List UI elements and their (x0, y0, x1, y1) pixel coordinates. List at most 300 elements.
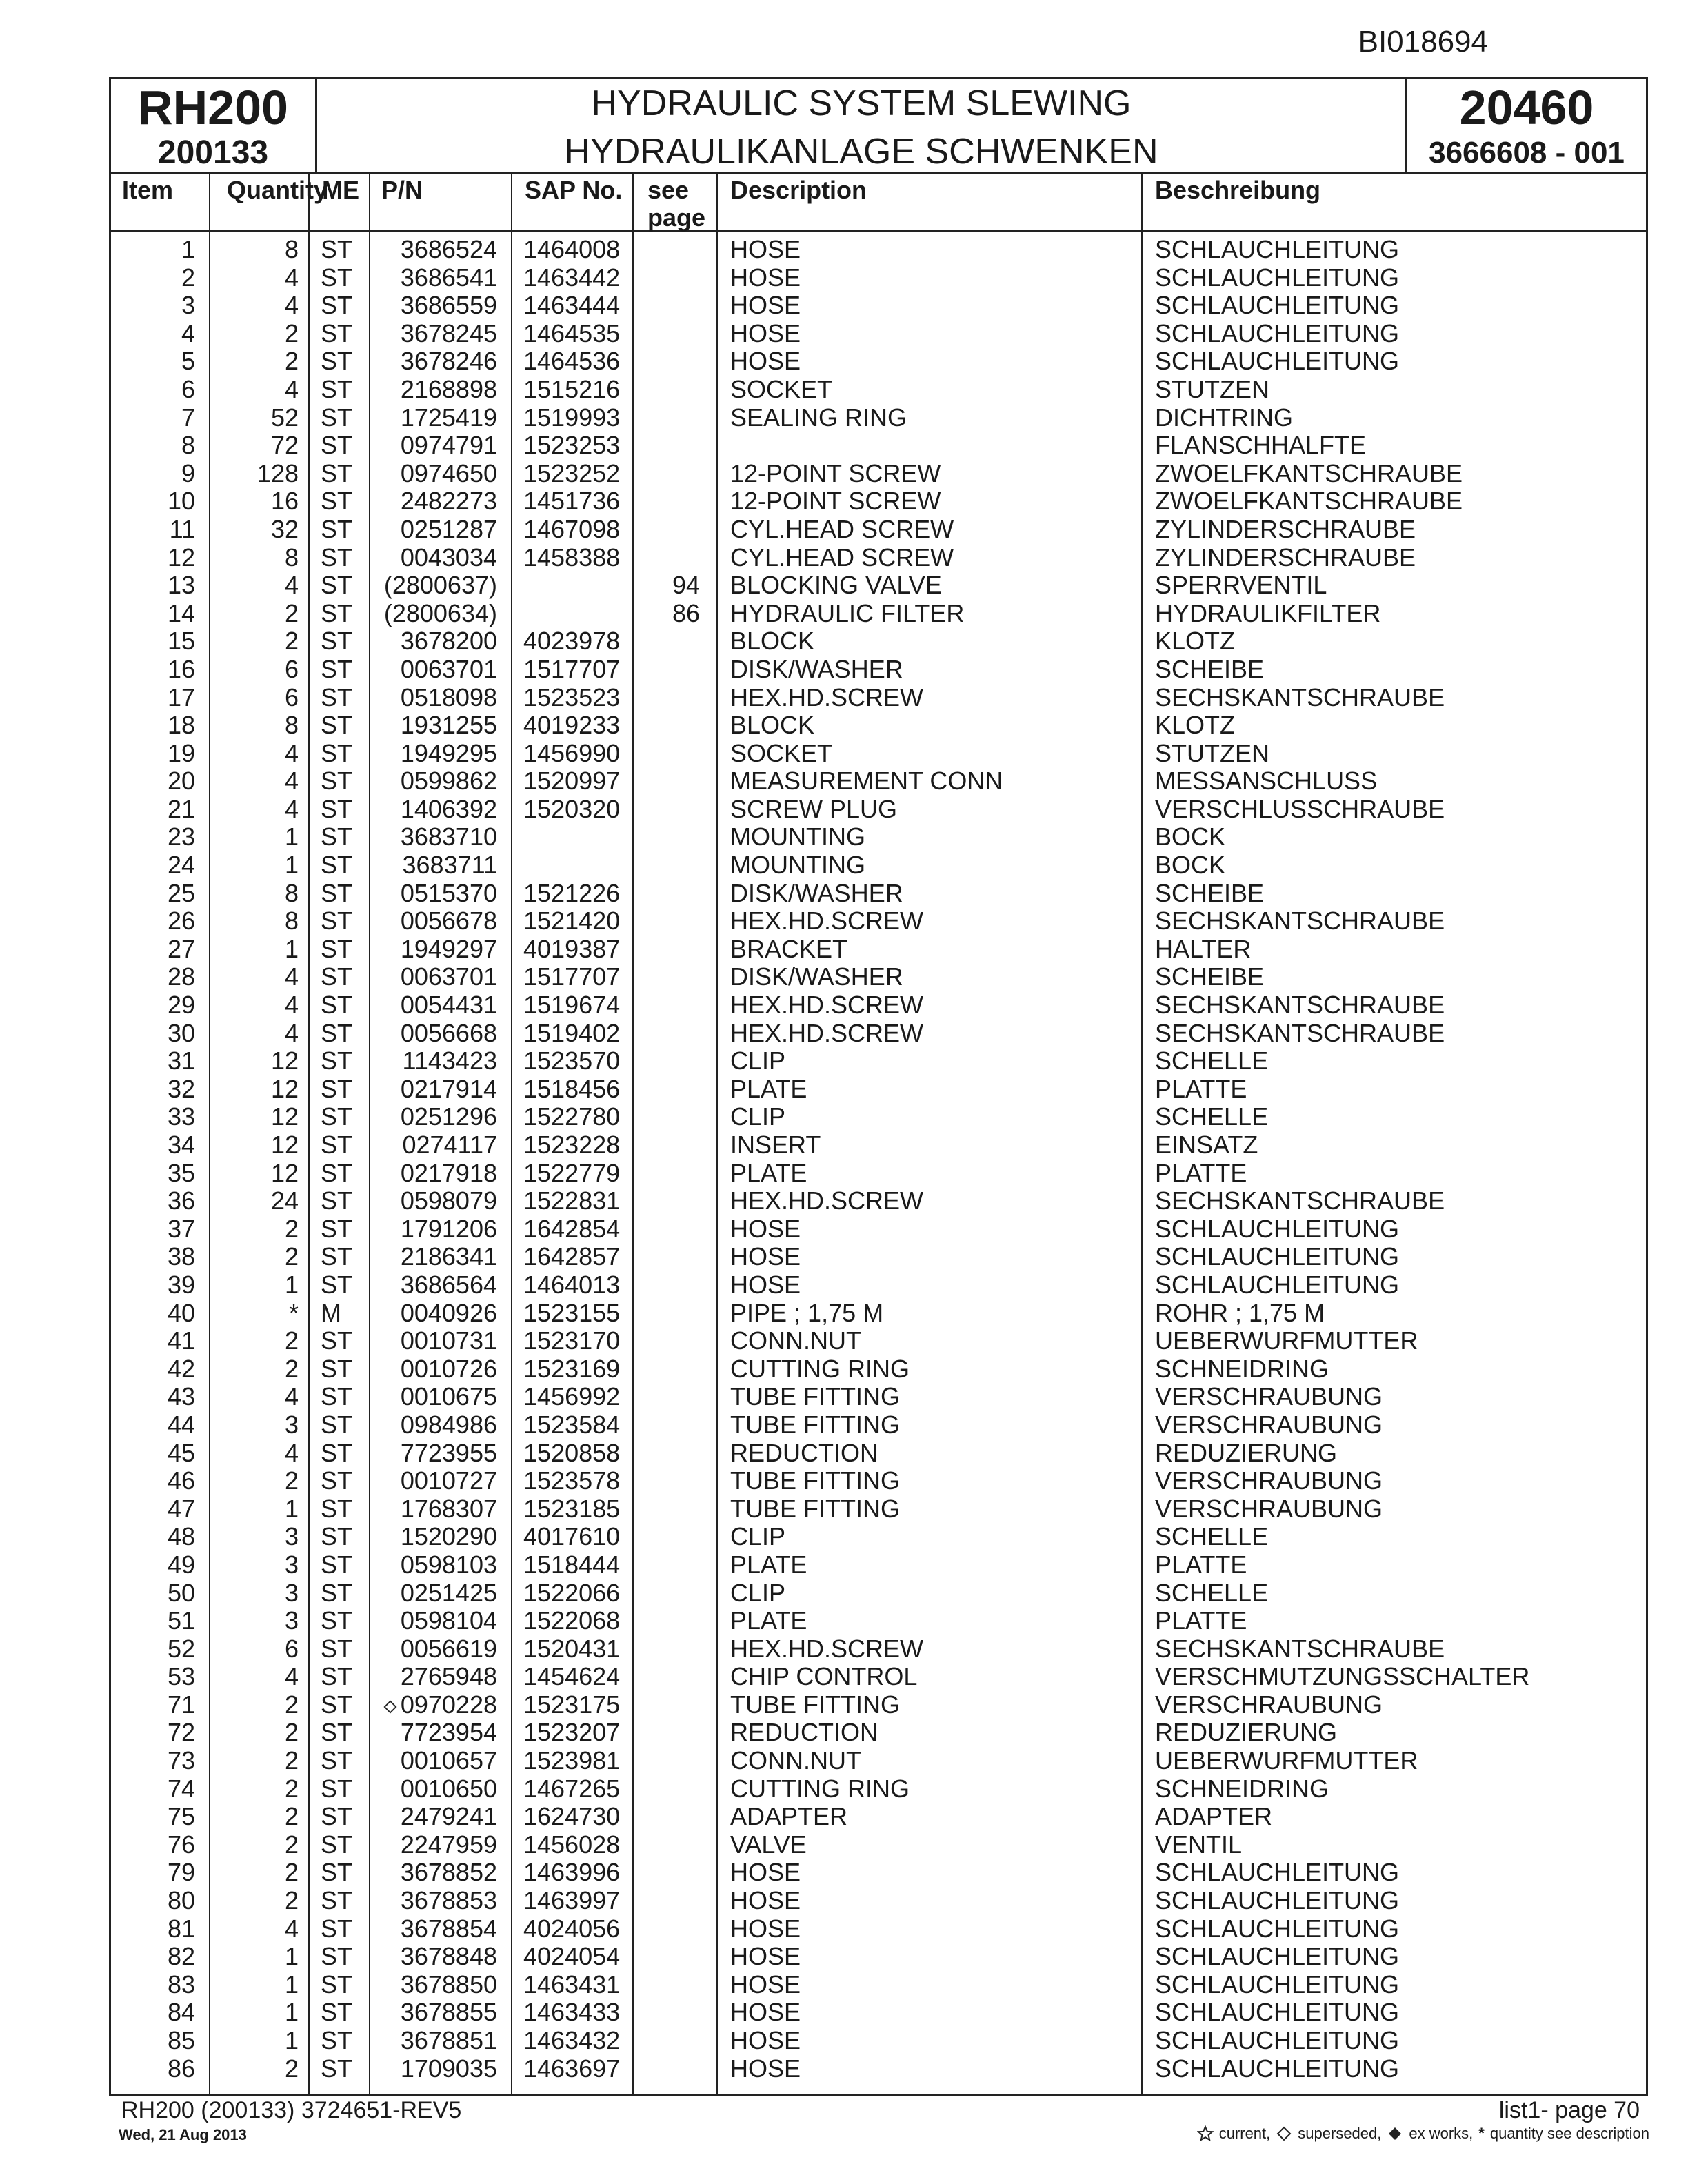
cell-beschreibung (1155, 1215, 1638, 1243)
cell-quantity (209, 1187, 299, 1215)
cell-sap (523, 1607, 631, 1635)
cell-item (111, 1915, 195, 1943)
cell-me-text: ST (321, 458, 353, 487)
cell-beschreibung-text: VERSCHRAUBUNG (1155, 1410, 1383, 1439)
cell-quantity (209, 851, 299, 879)
cell-item (111, 1300, 195, 1327)
cell-description-text: HOSE (730, 2026, 801, 2054)
cell-item (111, 1160, 195, 1187)
cell-me-text: ST (321, 291, 353, 320)
cell-description (730, 1635, 1137, 1663)
cell-beschreibung (1155, 1775, 1638, 1803)
cell-pn-text: 1949295 (400, 738, 497, 767)
cell-me (321, 1467, 369, 1495)
table-row (111, 1607, 1646, 1635)
cell-description-text: CHIP CONTROL (730, 1662, 918, 1691)
cell-description-text: HOSE (730, 1914, 801, 1943)
table-row (111, 936, 1646, 964)
cell-description-text: TUBE FITTING (730, 1410, 900, 1439)
cell-beschreibung (1155, 684, 1638, 711)
table-row (111, 991, 1646, 1020)
cell-description (730, 320, 1137, 347)
table-row (111, 404, 1646, 432)
footer-document-ref: RH200 (200133) 3724651-REV5 (121, 2097, 462, 2123)
cell-beschreibung-text: ZYLINDERSCHRAUBE (1155, 543, 1416, 572)
cell-pn-text: 0974650 (400, 458, 497, 487)
table-row (111, 880, 1646, 908)
cell-me (321, 1075, 369, 1103)
title-german: HYDRAULIKANLAGE SCHWENKEN (564, 132, 1158, 172)
cell-pn (369, 236, 497, 263)
cell-sap (523, 1887, 631, 1914)
cell-pn (369, 1607, 497, 1635)
cell-pn-text: 3678853 (400, 1886, 497, 1915)
cell-sap-text: 1519993 (523, 403, 621, 432)
cell-item-text: 35 (167, 1158, 195, 1187)
cell-sap-text: 1517707 (523, 654, 621, 683)
cell-quantity (209, 544, 299, 572)
cell-item-text: 19 (167, 738, 195, 767)
cell-sap (523, 1999, 631, 2026)
table-row (111, 1831, 1646, 1859)
cell-pn-text: 2482273 (400, 487, 497, 516)
cell-pn-text: 0970228 (400, 1690, 497, 1719)
cell-quantity (209, 572, 299, 599)
cell-quantity (209, 1663, 299, 1690)
cell-item (111, 963, 195, 991)
table-row (111, 1300, 1646, 1328)
cell-quantity-text: 8 (284, 235, 299, 263)
cell-sap-text: 1520431 (523, 1634, 621, 1663)
cell-description-text: BLOCK (730, 627, 815, 656)
cell-pn (369, 1943, 497, 1970)
cell-item (111, 1439, 195, 1467)
table-row (111, 264, 1646, 292)
cell-sap (523, 1579, 631, 1607)
cell-description-text: CONN.NUT (730, 1746, 861, 1775)
header-description: Description (730, 176, 867, 204)
cell-me (321, 1831, 369, 1859)
cell-beschreibung (1155, 376, 1638, 403)
table-row (111, 347, 1646, 376)
footer-date: Wed, 21 Aug 2013 (119, 2126, 247, 2143)
cell-pn-text: 1520290 (400, 1522, 497, 1551)
cell-beschreibung (1155, 264, 1638, 292)
cell-me (321, 740, 369, 767)
cell-me (321, 376, 369, 403)
cell-item (111, 1803, 195, 1830)
cell-sap (523, 1551, 631, 1579)
cell-pn (369, 1243, 497, 1271)
cell-quantity (209, 1523, 299, 1550)
cell-description-text: CLIP (730, 1578, 786, 1607)
cell-me-text: ST (321, 263, 353, 292)
cell-item (111, 1411, 195, 1439)
cell-beschreibung-text: ADAPTER (1155, 1802, 1273, 1831)
cell-quantity (209, 796, 299, 823)
cell-quantity-text: 4 (284, 1914, 299, 1943)
cell-quantity-text: 2 (284, 1326, 299, 1355)
cell-description (730, 963, 1137, 991)
cell-item (111, 1495, 195, 1523)
cell-description-text: CONN.NUT (730, 1326, 861, 1355)
cell-beschreibung-text: SCHLAUCHLEITUNG (1155, 291, 1400, 320)
cell-sap-text: 1463997 (523, 1886, 621, 1915)
cell-quantity-text: 16 (270, 487, 299, 516)
cell-description-text: PLATE (730, 1550, 807, 1579)
cell-item (111, 1131, 195, 1159)
cell-item (111, 460, 195, 487)
cell-description-text: BLOCK (730, 711, 815, 740)
cell-pn-text: 0598079 (400, 1186, 497, 1215)
cell-item (111, 851, 195, 879)
cell-sap (523, 1635, 631, 1663)
cell-sap-text: 1517707 (523, 962, 621, 991)
cell-pn-text: 1709035 (400, 2054, 497, 2083)
cell-pn-text: 0984986 (400, 1410, 497, 1439)
table-row (111, 740, 1646, 768)
table-row (111, 460, 1646, 488)
cell-description (730, 1411, 1137, 1439)
cell-pn (369, 1020, 497, 1047)
cell-pn (369, 376, 497, 403)
cell-pn-text: 0598104 (400, 1606, 497, 1635)
cell-description (730, 460, 1137, 487)
cell-description-text: MEASUREMENT CONN (730, 767, 1003, 796)
cell-pn-text: 1768307 (400, 1494, 497, 1523)
cell-pn (369, 1383, 497, 1410)
cell-sap (523, 1803, 631, 1830)
cell-quantity-text: 1 (284, 1970, 299, 1999)
cell-beschreibung-text: SCHEIBE (1155, 962, 1265, 991)
cell-pn (369, 627, 497, 655)
cell-item-text: 82 (167, 1942, 195, 1971)
cell-pn-text: 1725419 (400, 403, 497, 432)
cell-see-page (632, 600, 700, 627)
cell-quantity (209, 1775, 299, 1803)
cell-beschreibung (1155, 1355, 1638, 1383)
cell-beschreibung-text: PLATTE (1155, 1158, 1247, 1187)
cell-me (321, 487, 369, 515)
cell-me-text: ST (321, 1242, 353, 1271)
cell-item-text: 84 (167, 1998, 195, 2027)
cell-description (730, 711, 1137, 739)
table-row (111, 823, 1646, 851)
cell-sap-text: 1464536 (523, 347, 621, 376)
cell-quantity (209, 684, 299, 711)
cell-pn-text: 0010657 (400, 1746, 497, 1775)
cell-beschreibung (1155, 1439, 1638, 1467)
cell-item (111, 711, 195, 739)
cell-me-text: ST (321, 2026, 353, 2054)
cell-pn (369, 1747, 497, 1775)
cell-quantity-text: 2 (284, 1802, 299, 1831)
cell-pn-text: 1949297 (400, 934, 497, 963)
table-row (111, 1103, 1646, 1131)
cell-beschreibung-text: SCHLAUCHLEITUNG (1155, 347, 1400, 376)
cell-me-text: ST (321, 1438, 353, 1467)
cell-sap-text: 4017610 (523, 1522, 621, 1551)
cell-quantity-text: 4 (284, 962, 299, 991)
cell-me-text: ST (321, 851, 353, 880)
cell-beschreibung (1155, 460, 1638, 487)
cell-see-page-text: 94 (672, 571, 700, 600)
cell-quantity-text: 12 (270, 1046, 299, 1075)
cell-pn-text: (2800637) (383, 571, 497, 600)
cell-description (730, 1327, 1137, 1355)
document-id: BI018694 (1358, 25, 1488, 59)
cell-quantity-text: 12 (270, 1158, 299, 1187)
cell-quantity (209, 1300, 299, 1327)
cell-pn-text: 1931255 (400, 711, 497, 740)
cell-quantity (209, 1999, 299, 2026)
cell-pn (369, 991, 497, 1019)
cell-item-text: 28 (167, 962, 195, 991)
cell-description (730, 796, 1137, 823)
cell-description (730, 1103, 1137, 1131)
cell-sap-text: 1463433 (523, 1998, 621, 2027)
cell-pn (369, 320, 497, 347)
cell-description (730, 404, 1137, 432)
cell-beschreibung-text: SCHLAUCHLEITUNG (1155, 318, 1400, 347)
cell-quantity (209, 1327, 299, 1355)
cell-description (730, 656, 1137, 683)
table-row (111, 1887, 1646, 1915)
cell-item (111, 487, 195, 515)
cell-sap (523, 796, 631, 823)
cell-beschreibung-text: REDUZIERUNG (1155, 1438, 1338, 1467)
header-pn: P/N (381, 176, 423, 204)
cell-sap-text: 1463442 (523, 263, 621, 292)
cell-description (730, 1691, 1137, 1719)
cell-pn-text: 3686564 (400, 1270, 497, 1299)
cell-pn-text: 2765948 (400, 1662, 497, 1691)
cell-beschreibung-text: UEBERWURFMUTTER (1155, 1326, 1418, 1355)
cell-quantity-text: 2 (284, 598, 299, 627)
cell-item-text: 85 (167, 2026, 195, 2054)
cell-description-text: HEX.HD.SCREW (730, 1634, 924, 1663)
cell-sap-text: 1523228 (523, 1131, 621, 1159)
table-row (111, 963, 1646, 991)
cell-sap-text: 4019233 (523, 711, 621, 740)
cell-me-text: ST (321, 1746, 353, 1775)
table-row (111, 767, 1646, 796)
cell-sap (523, 991, 631, 1019)
cell-quantity-text: 4 (284, 263, 299, 292)
cell-beschreibung-text: SCHLAUCHLEITUNG (1155, 1270, 1400, 1299)
table-row (111, 1160, 1646, 1188)
cell-item-text: 48 (167, 1522, 195, 1551)
cell-pn (369, 1131, 497, 1159)
cell-sap-text: 1521420 (523, 907, 621, 936)
cell-item (111, 1719, 195, 1746)
cell-item (111, 1047, 195, 1075)
cell-sap (523, 963, 631, 991)
cell-beschreibung-text: BOCK (1155, 822, 1226, 851)
cell-description-text: CLIP (730, 1522, 786, 1551)
cell-description (730, 684, 1137, 711)
table-row (111, 1495, 1646, 1524)
cell-item-text: 53 (167, 1662, 195, 1691)
header-beschreibung: Beschreibung (1155, 176, 1321, 204)
cell-description-text: TUBE FITTING (730, 1690, 900, 1719)
group-code: 20460 (1459, 81, 1594, 134)
cell-pn-text: 0598103 (400, 1550, 497, 1579)
cell-pn (369, 1971, 497, 1999)
cell-item-text: 21 (167, 794, 195, 823)
cell-me-text: ST (321, 767, 353, 796)
cell-beschreibung (1155, 432, 1638, 459)
cell-description (730, 1971, 1137, 1999)
cell-item (111, 2055, 195, 2083)
cell-me (321, 1551, 369, 1579)
cell-beschreibung (1155, 711, 1638, 739)
cell-quantity (209, 1971, 299, 1999)
cell-sap-text: 4023978 (523, 627, 621, 656)
cell-me-text: ST (321, 487, 353, 516)
cell-me (321, 1691, 369, 1719)
cell-description (730, 851, 1137, 879)
cell-description (730, 1355, 1137, 1383)
cell-quantity (209, 1607, 299, 1635)
cell-me-text: ST (321, 2054, 353, 2083)
cell-me (321, 1999, 369, 2026)
cell-item (111, 1187, 195, 1215)
cell-quantity-text: 1 (284, 1942, 299, 1971)
cell-sap-text: 1523252 (523, 458, 621, 487)
table-row (111, 1971, 1646, 1999)
cell-item-text: 44 (167, 1410, 195, 1439)
cell-description (730, 1020, 1137, 1047)
cell-me-text: ST (321, 347, 353, 376)
cell-item (111, 1691, 195, 1719)
cell-description (730, 1607, 1137, 1635)
table-row (111, 1915, 1646, 1943)
cell-beschreibung (1155, 767, 1638, 795)
table-row (111, 907, 1646, 936)
cell-sap-text: 1456992 (523, 1382, 621, 1411)
cell-description (730, 1859, 1137, 1886)
cell-me-text: ST (321, 1942, 353, 1971)
cell-description-text: SEALING RING (730, 403, 907, 432)
cell-quantity-text: 4 (284, 1662, 299, 1691)
cell-sap (523, 1075, 631, 1103)
cell-pn (369, 684, 497, 711)
cell-me-text: ST (321, 1578, 353, 1607)
cell-pn-text: 3678851 (400, 2026, 497, 2054)
cell-sap (523, 1943, 631, 1970)
cell-beschreibung (1155, 1663, 1638, 1690)
table-row (111, 600, 1646, 628)
cell-pn (369, 907, 497, 935)
cell-me (321, 767, 369, 795)
cell-beschreibung (1155, 907, 1638, 935)
cell-me-text: ST (321, 1382, 353, 1411)
cell-sap (523, 1467, 631, 1495)
cell-me-text: ST (321, 1774, 353, 1803)
cell-sap (523, 1523, 631, 1550)
cell-me-text: ST (321, 991, 353, 1020)
cell-me (321, 2027, 369, 2054)
cell-pn (369, 264, 497, 292)
cell-item-text: 45 (167, 1438, 195, 1467)
cell-item (111, 1355, 195, 1383)
cell-quantity (209, 1915, 299, 1943)
cell-description (730, 1803, 1137, 1830)
cell-quantity (209, 1020, 299, 1047)
cell-sap (523, 711, 631, 739)
cell-pn (369, 1719, 497, 1746)
cell-sap (523, 487, 631, 515)
cell-quantity-text: 4 (284, 1018, 299, 1047)
cell-pn (369, 516, 497, 543)
cell-quantity (209, 711, 299, 739)
cell-description (730, 1831, 1137, 1859)
cell-description-text: HEX.HD.SCREW (730, 991, 924, 1020)
cell-quantity-text: 2 (284, 1718, 299, 1747)
cell-quantity-text: 1 (284, 1270, 299, 1299)
cell-item-text: 36 (167, 1186, 195, 1215)
cell-item (111, 236, 195, 263)
cell-pn (369, 1103, 497, 1131)
cell-quantity-text: 2 (284, 1214, 299, 1243)
cell-quantity (209, 1943, 299, 1970)
cell-pn-text: 0251296 (400, 1102, 497, 1131)
cell-description (730, 1047, 1137, 1075)
cell-sap (523, 740, 631, 767)
cell-description (730, 1131, 1137, 1159)
cell-beschreibung-text: SCHLAUCHLEITUNG (1155, 1214, 1400, 1243)
cell-pn (369, 1411, 497, 1439)
cell-description-text: BRACKET (730, 934, 848, 963)
cell-sap (523, 1383, 631, 1410)
table-row (111, 376, 1646, 404)
cell-me (321, 1943, 369, 1970)
cell-sap (523, 1160, 631, 1187)
cell-description-text: HOSE (730, 1214, 801, 1243)
cell-quantity-text: 2 (284, 1354, 299, 1383)
table-row (111, 1075, 1646, 1104)
cell-beschreibung-text: VERSCHRAUBUNG (1155, 1494, 1383, 1523)
cell-pn (369, 600, 497, 627)
cell-pn-text: (2800634) (383, 598, 497, 627)
cell-sap (523, 404, 631, 432)
cell-description-text: HEX.HD.SCREW (730, 682, 924, 711)
cell-quantity-text: 8 (284, 878, 299, 907)
cell-beschreibung-text: VERSCHRAUBUNG (1155, 1690, 1383, 1719)
cell-sap-text: 1520858 (523, 1438, 621, 1467)
cell-quantity (209, 1131, 299, 1159)
cell-description-text: HOSE (730, 1242, 801, 1271)
cell-me (321, 600, 369, 627)
cell-beschreibung (1155, 572, 1638, 599)
cell-quantity-text: 2 (284, 627, 299, 656)
cell-me (321, 1719, 369, 1746)
cell-me (321, 1327, 369, 1355)
cell-item-text: 81 (167, 1914, 195, 1943)
cell-me (321, 1215, 369, 1243)
legend-ex-works: ex works, (1409, 2125, 1474, 2142)
cell-pn (369, 1775, 497, 1803)
cell-me-text: ST (321, 654, 353, 683)
cell-description-text: TUBE FITTING (730, 1466, 900, 1495)
cell-me-text: ST (321, 374, 353, 403)
cell-sap (523, 544, 631, 572)
cell-beschreibung (1155, 1719, 1638, 1746)
cell-quantity (209, 656, 299, 683)
cell-quantity (209, 600, 299, 627)
cell-quantity-text: 52 (270, 403, 299, 432)
